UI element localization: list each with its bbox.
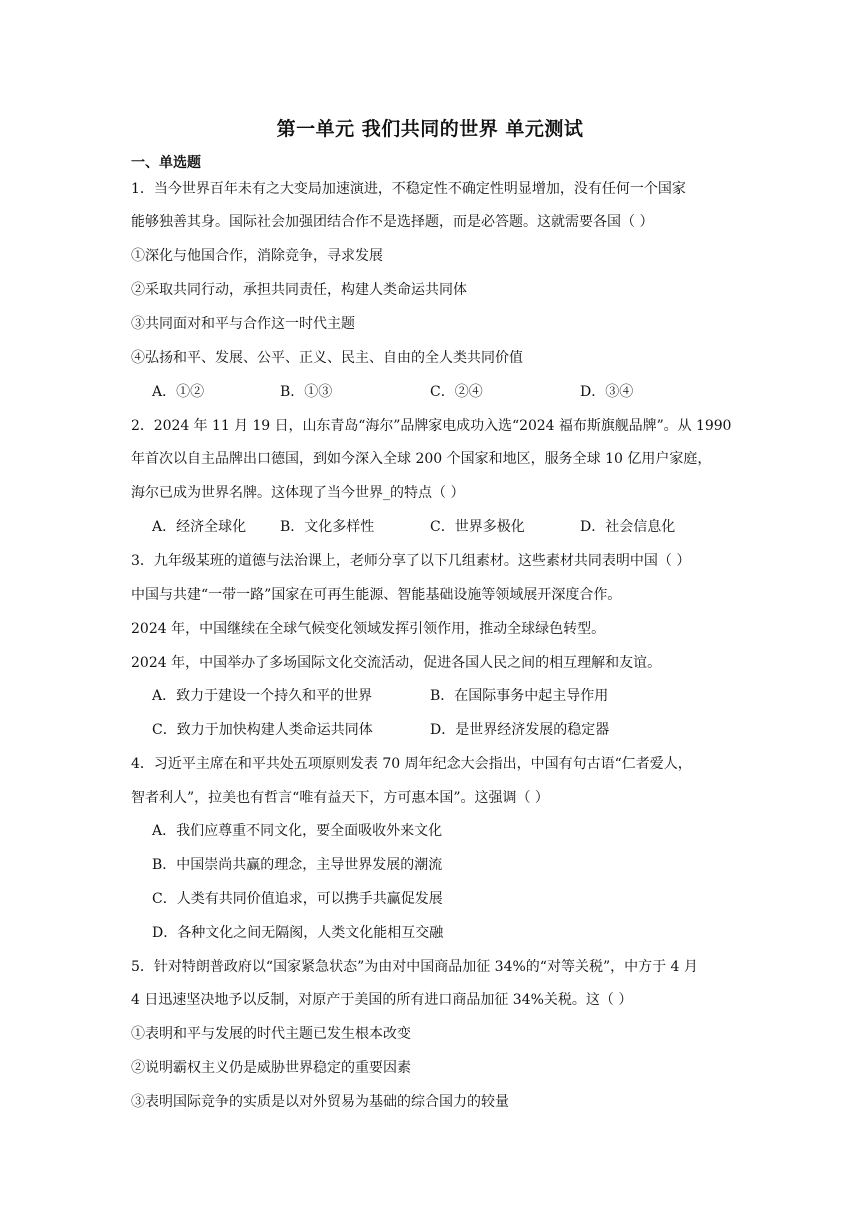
question-5-stem-line-2: 4 日迅速坚决地予以反制，对原产于美国的所有进口商品加征 34%关税。这（ ） [131, 992, 633, 1008]
section-heading: 一、单选题 [131, 155, 201, 171]
question-5-statement-2: ②说明霸权主义仍是威胁世界稳定的重要因素 [131, 1060, 411, 1076]
question-2-stem-line-3: 海尔已成为世界名牌。这体现了当今世界_的特点（ ） [131, 485, 465, 501]
question-4-option-c: C．人类有共同价值追求，可以携手共赢促发展 [152, 891, 443, 907]
question-1-stem-line-1: 1．当今世界百年未有之大变局加速演进，不稳定性不确定性明显增加，没有任何一个国家 [131, 181, 686, 197]
question-3-option-b: B．在国际事务中起主导作用 [430, 688, 609, 704]
question-2-option-c: C．世界多极化 [430, 519, 525, 535]
question-4-option-a: A．我们应尊重不同文化，要全面吸收外来文化 [152, 823, 443, 839]
question-3-material-3: 2024 年，中国举办了多场国际文化交流活动，促进各国人民之间的相互理解和友谊。 [131, 655, 662, 671]
question-5-statement-1: ①表明和平与发展的时代主题已发生根本改变 [131, 1026, 411, 1042]
question-4-stem-line-1: 4．习近平主席在和平共处五项原则发表 70 周年纪念大会指出，中国有句古语“仁者爱人， [131, 756, 692, 772]
question-2-stem-line-2: 年首次以自主品牌出口德国，到如今深入全球 200 个国家和地区，服务全球 10 亿用户家庭， [131, 451, 712, 467]
question-5-statement-3: ③表明国际竞争的实质是以对外贸易为基础的综合国力的较量 [131, 1094, 509, 1110]
question-1-option-d: D．③④ [580, 384, 634, 400]
question-2-option-a: A．经济全球化 [152, 519, 247, 535]
question-1-statement-1: ①深化与他国合作，消除竞争，寻求发展 [131, 248, 383, 264]
question-2-option-d: D．社会信息化 [580, 519, 676, 535]
question-1-option-a: A．①② [152, 384, 205, 400]
question-2-stem-line-1: 2．2024 年 11 月 19 日，山东青岛“海尔”品牌家电成功入选“2024 福布斯旗舰品牌”。从 1990 [131, 418, 732, 434]
question-1-statement-4: ④弘扬和平、发展、公平、正义、民主、自由的全人类共同价值 [131, 350, 523, 366]
question-1-option-b: B．①③ [280, 384, 333, 400]
question-3-option-d: D．是世界经济发展的稳定器 [430, 722, 610, 738]
question-5-stem-line-1: 5．针对特朗普政府以“国家紧急状态”为由对中国商品加征 34%的“对等关税”，中方于 4 月 [131, 959, 698, 975]
question-4-option-d: D．各种文化之间无隔阂，人类文化能相互交融 [152, 925, 444, 941]
question-3-option-c: C．致力于加快构建人类命运共同体 [152, 722, 373, 738]
page-title: 第一单元 我们共同的世界 单元测试 [276, 118, 584, 140]
question-1-stem-line-2: 能够独善其身。国际社会加强团结合作不是选择题，而是必答题。这就需要各国（ ） [131, 214, 654, 230]
question-2-option-b: B．文化多样性 [280, 519, 375, 535]
question-1-statement-2: ②采取共同行动，承担共同责任，构建人类命运共同体 [131, 282, 467, 298]
question-4-option-b: B．中国崇尚共赢的理念，主导世界发展的潮流 [152, 857, 443, 873]
question-1-option-c: C．②④ [430, 384, 483, 400]
question-4-stem-line-2: 智者利人”，拉美也有哲言“唯有益天下，方可惠本国”。这强调（ ） [131, 790, 549, 806]
question-3-stem-line-1: 3．九年级某班的道德与法治课上，老师分享了以下几组素材。这些素材共同表明中国（ ） [131, 553, 691, 569]
question-3-material-1: 中国与共建“一带一路”国家在可再生能源、智能基础设施等领域展开深度合作。 [131, 587, 622, 603]
question-3-option-a: A．致力于建设一个持久和平的世界 [152, 688, 373, 704]
question-1-statement-3: ③共同面对和平与合作这一时代主题 [131, 316, 355, 332]
question-3-material-2: 2024 年，中国继续在全球气候变化领域发挥引领作用，推动全球绿色转型。 [131, 621, 606, 637]
